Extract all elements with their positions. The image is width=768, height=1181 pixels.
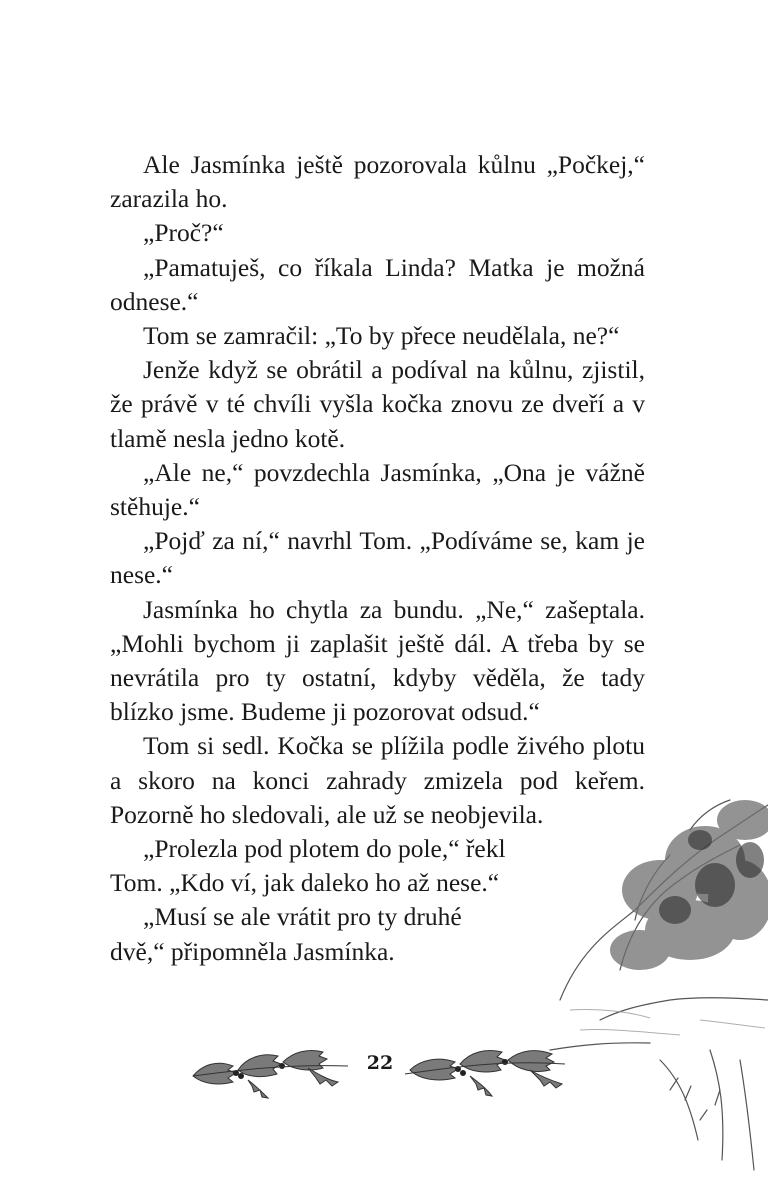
paragraph-5: Jenže když se obrátil a podíval na kůlnu, zjistil, že právě v té chvíli vyšla kočka znovu ze dveří a v tlamě nesla jedno kotě.	[110, 355, 645, 453]
holly-right-icon	[400, 1040, 570, 1100]
paragraph-1: Ale Jasmínka ještě pozorovala kůlnu „Počkej,“ zarazila ho.	[110, 150, 645, 214]
holly-left-icon	[188, 1040, 358, 1100]
paragraph-6: „Ale ne,“ povzdechla Jasmínka, „Ona je vážně stěhuje.“	[110, 457, 645, 522]
bush-illustration	[540, 760, 768, 1181]
paragraph-2: „Proč?“	[143, 218, 224, 248]
paragraph-9: Tom si sedl. Kočka se plížila podle živého plotu a skoro na konci zahrady zmizela pod keřem. Pozorně ho sledovali, ale už se neobjevila.	[110, 731, 645, 829]
paragraph-3: „Pamatuješ, co říkala Linda? Matka je možná odnese.“	[110, 252, 645, 316]
paragraph-4: Tom se zamračil: „To by přece neudělala, ne?“	[143, 321, 620, 351]
paragraph-8: Jasmínka ho chytla za bundu. „Ne,“ zašeptala. „Mohli bychom ji zaplašit ještě dál. A třeba by se nevrátila pro ty ostatní, kdyby věděla, že tady blízko jsme. Budeme ji pozorovat odsud.“	[110, 594, 645, 727]
paragraph-10: „Prolezla pod plotem do pole,“ řekl Tom. „Kdo ví, jak daleko ho až nese.“	[110, 834, 506, 898]
paragraph-11: „Musí se ale vrátit pro ty druhé dvě,“ připomněla Jasmínka.	[110, 902, 462, 966]
paragraph-7: „Pojď za ní,“ navrhl Tom. „Podíváme se, kam je nese.“	[110, 526, 645, 590]
page-number: 22	[366, 1052, 394, 1074]
